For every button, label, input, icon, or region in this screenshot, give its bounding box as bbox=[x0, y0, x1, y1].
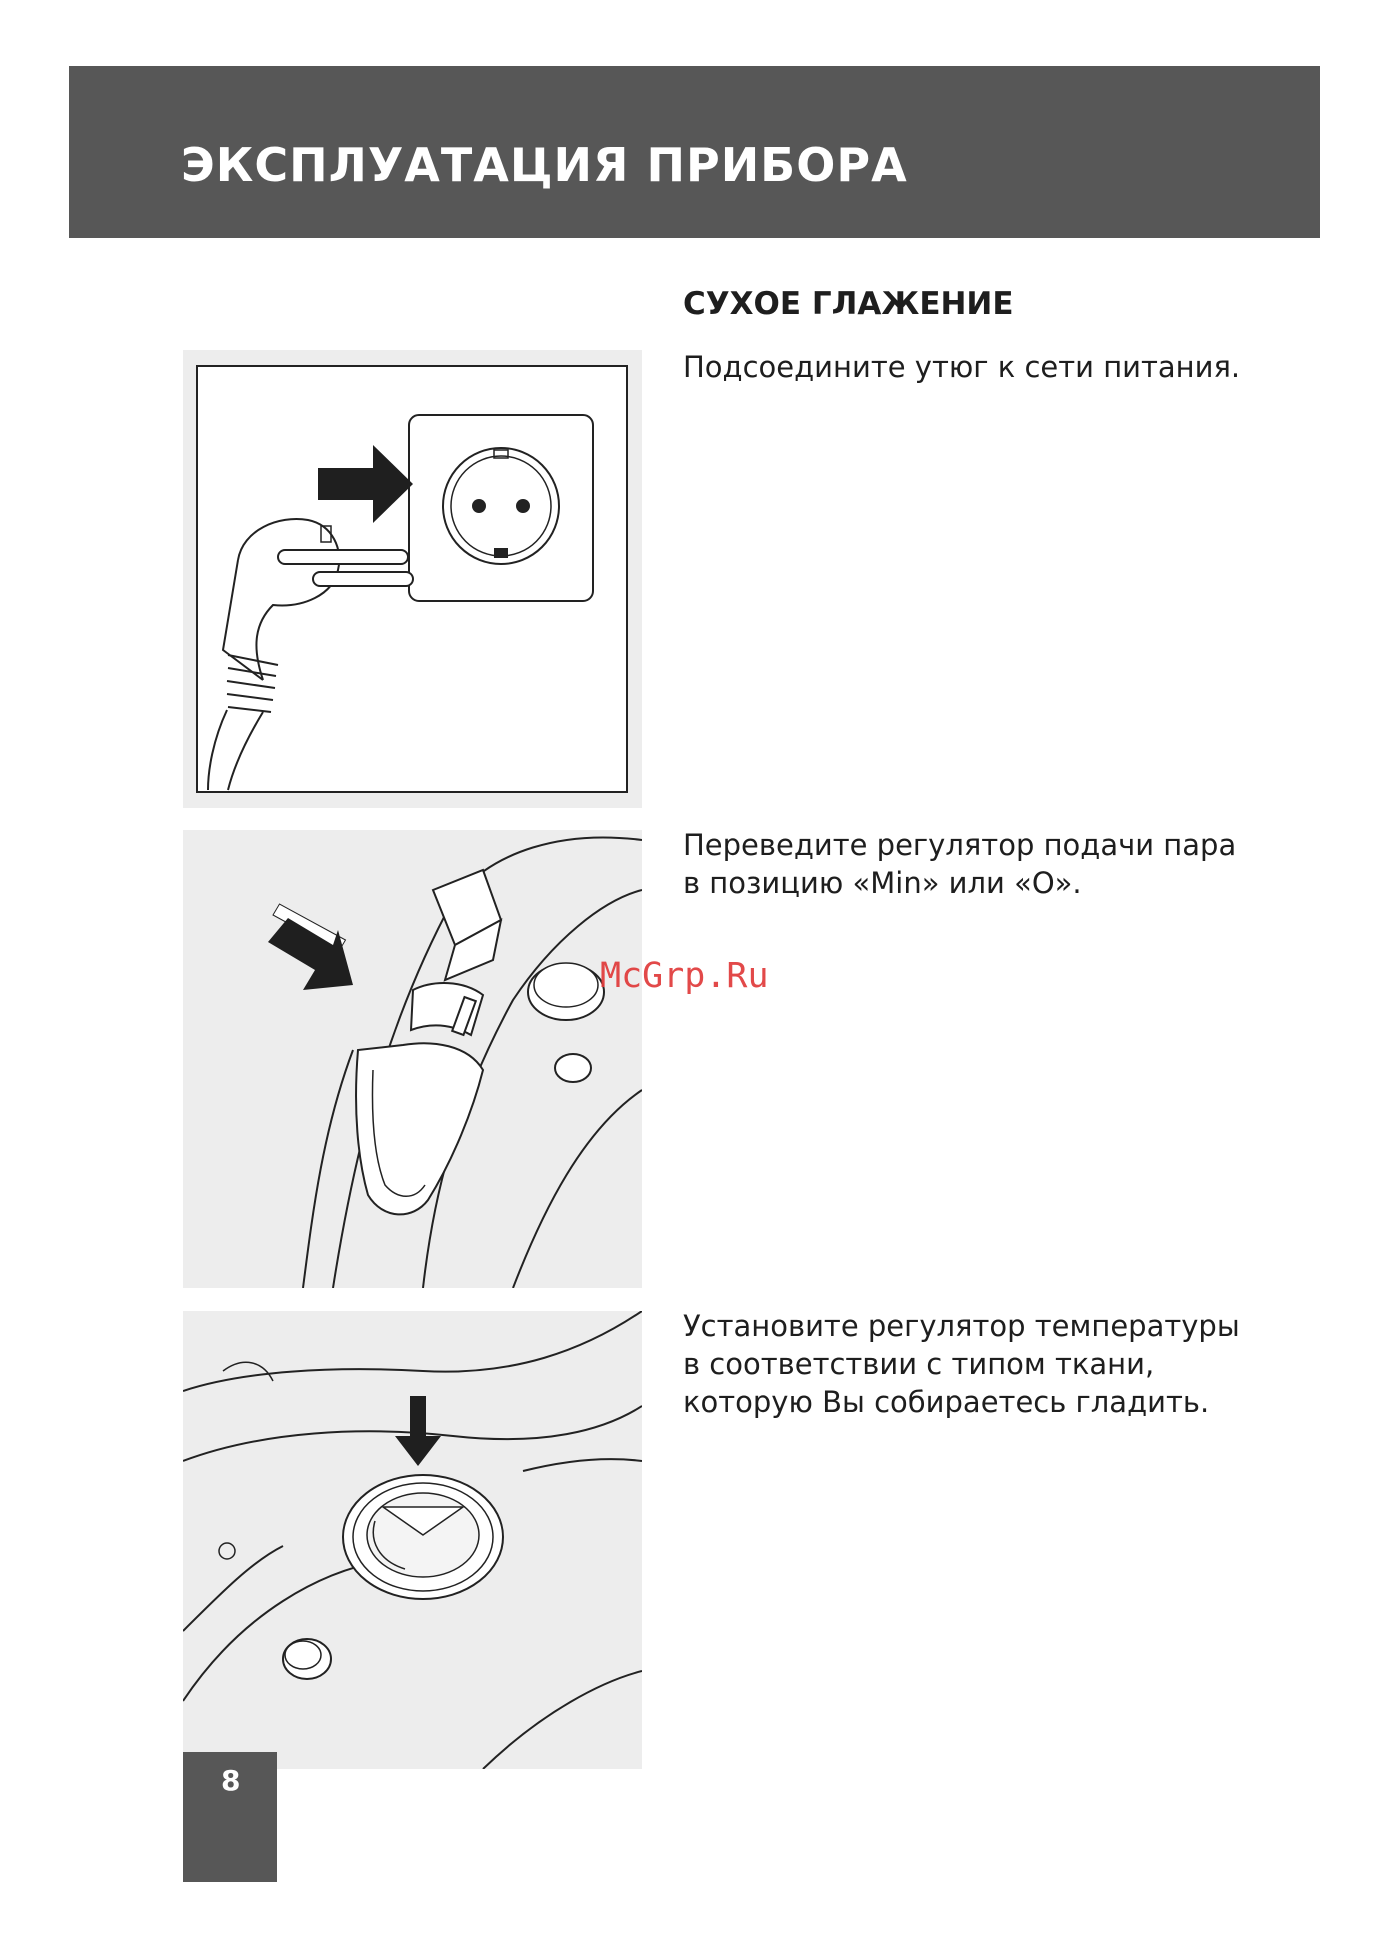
figure-plug-socket bbox=[183, 350, 642, 808]
header-band bbox=[69, 66, 1320, 238]
page-number: 8 bbox=[221, 1764, 241, 1797]
step-2-line-1: Переведите регулятор подачи пара bbox=[683, 828, 1237, 862]
step-3-line-2: в соответствии с типом ткани, bbox=[683, 1347, 1155, 1381]
figure-temperature-dial bbox=[183, 1311, 642, 1769]
temperature-dial-illustration bbox=[183, 1311, 642, 1769]
step-3-line-1: Установите регулятор температуры bbox=[683, 1309, 1240, 1343]
watermark: McGrp.Ru bbox=[600, 956, 769, 996]
step-2-line-2: в позицию «Min» или «O». bbox=[683, 866, 1082, 900]
section-heading: СУХОЕ ГЛАЖЕНИЕ bbox=[683, 286, 1014, 322]
plug-socket-illustration bbox=[183, 350, 642, 808]
step-1-line-1: Подсоедините утюг к сети питания. bbox=[683, 350, 1241, 384]
figure-steam-control bbox=[183, 830, 642, 1288]
step-3-line-3: которую Вы собираетесь гладить. bbox=[683, 1385, 1210, 1419]
page-number-box bbox=[183, 1752, 277, 1882]
steam-control-illustration bbox=[183, 830, 642, 1288]
page-title: ЭКСПЛУАТАЦИЯ ПРИБОРА bbox=[181, 138, 908, 192]
